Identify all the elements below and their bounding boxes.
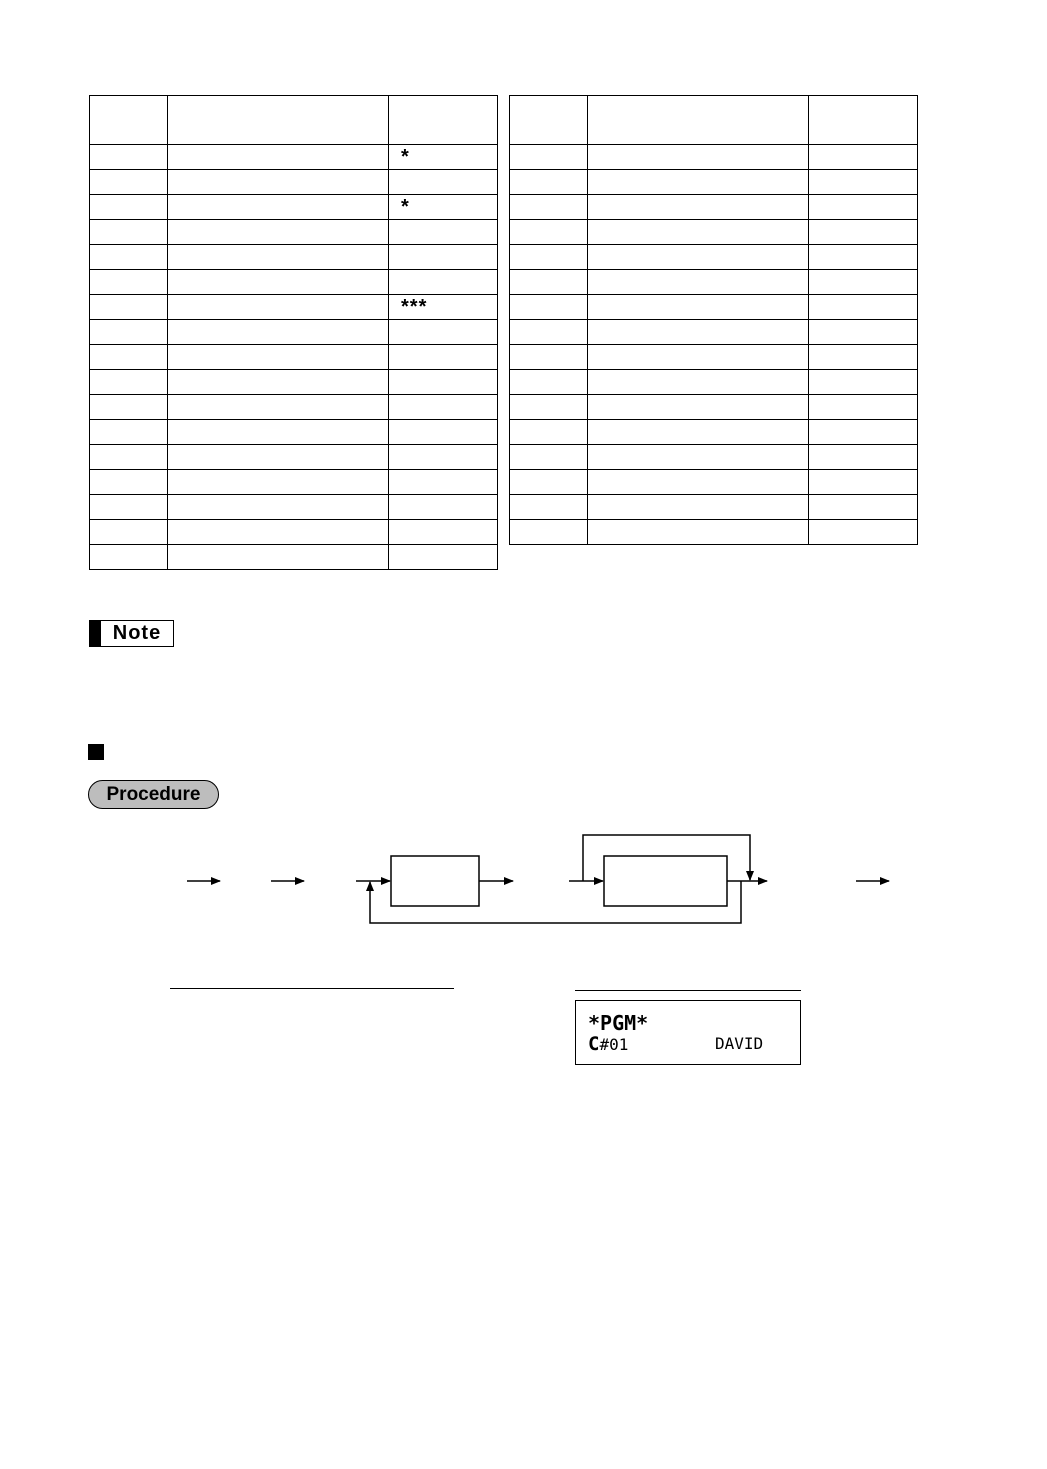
right-table-row	[510, 445, 918, 470]
right-table-cell	[588, 420, 809, 445]
left-table-cell	[90, 170, 168, 195]
left-table-cell	[90, 445, 168, 470]
right-table-row	[510, 270, 918, 295]
right-table-cell	[588, 395, 809, 420]
left-table-cell	[90, 320, 168, 345]
left-table-cell	[168, 220, 389, 245]
display-panel	[575, 1000, 801, 1065]
right-table-cell	[809, 520, 918, 545]
left-table-cell: *	[389, 195, 498, 220]
left-table-cell	[168, 195, 389, 220]
right-table-cell	[809, 245, 918, 270]
right-table-row	[510, 195, 918, 220]
left-table-row	[90, 370, 498, 395]
display-line-1: *PGM*	[588, 1011, 649, 1035]
left-table-row	[90, 445, 498, 470]
right-table-cell	[588, 245, 809, 270]
left-table-row	[90, 195, 498, 220]
left-table-cell: ***	[389, 295, 498, 320]
right-table-cell	[588, 445, 809, 470]
left-table-row	[90, 470, 498, 495]
flow-loop-bottom	[370, 881, 741, 923]
left-table-cell	[389, 395, 498, 420]
right-table-row	[510, 395, 918, 420]
right-table-cell	[588, 470, 809, 495]
left-table-cell	[90, 495, 168, 520]
left-table	[89, 95, 498, 570]
left-table-cell	[389, 370, 498, 395]
procedure-flow-diagram	[0, 820, 1047, 940]
right-table-cell	[510, 220, 588, 245]
right-table-cell	[809, 270, 918, 295]
left-table-cell	[90, 470, 168, 495]
left-table-row	[90, 545, 498, 570]
left-table-cell	[389, 170, 498, 195]
right-table-cell	[809, 170, 918, 195]
right-table-cell	[588, 195, 809, 220]
left-table-row	[90, 170, 498, 195]
left-table-row	[90, 395, 498, 420]
left-table-cell	[389, 420, 498, 445]
right-table-cell	[510, 170, 588, 195]
left-table-cell	[389, 270, 498, 295]
right-table-header-cell	[588, 96, 809, 145]
left-table-row	[90, 520, 498, 545]
left-table-cell	[168, 545, 389, 570]
right-table	[509, 95, 918, 545]
right-table-header-cell	[809, 96, 918, 145]
left-table-cell: *	[389, 145, 498, 170]
note-label: Note	[112, 622, 162, 644]
right-table-cell	[809, 345, 918, 370]
right-table-cell	[510, 345, 588, 370]
left-table-cell	[389, 520, 498, 545]
left-table-cell	[90, 295, 168, 320]
right-table-cell	[809, 195, 918, 220]
right-table-cell	[588, 145, 809, 170]
left-table-cell	[168, 520, 389, 545]
right-table-cell	[510, 470, 588, 495]
right-table-cell	[809, 395, 918, 420]
left-table-cell	[168, 270, 389, 295]
right-table-cell	[510, 320, 588, 345]
right-table-row	[510, 295, 918, 320]
left-table-cell	[90, 345, 168, 370]
left-table-cell	[168, 245, 389, 270]
left-table-cell	[90, 270, 168, 295]
right-table-row	[510, 420, 918, 445]
right-table-row	[510, 520, 918, 545]
left-table-cell	[90, 220, 168, 245]
right-table-cell	[588, 345, 809, 370]
left-table-cell	[90, 420, 168, 445]
left-table-cell	[168, 420, 389, 445]
flow-loop-top	[583, 835, 750, 881]
left-table-header-cell	[168, 96, 389, 145]
right-table-cell	[588, 370, 809, 395]
right-table-row	[510, 245, 918, 270]
flow-box-1	[391, 856, 479, 906]
right-table-cell	[809, 220, 918, 245]
right-table-cell	[588, 295, 809, 320]
display-clerk-prefix: C	[588, 1033, 600, 1055]
right-table-cell	[510, 245, 588, 270]
right-table-cell	[510, 195, 588, 220]
right-table-cell	[588, 495, 809, 520]
right-table-cell	[510, 420, 588, 445]
left-table-header-cell	[389, 96, 498, 145]
left-table-cell	[90, 195, 168, 220]
right-table-cell	[510, 495, 588, 520]
right-table-header-row	[510, 96, 918, 145]
right-table-cell	[588, 170, 809, 195]
right-table-cell	[588, 220, 809, 245]
section-bullet-square	[88, 744, 104, 760]
left-table-cell	[90, 395, 168, 420]
right-table-row	[510, 145, 918, 170]
left-table-cell	[168, 170, 389, 195]
left-table-cell	[168, 320, 389, 345]
right-table-cell	[510, 370, 588, 395]
left-table-cell	[90, 370, 168, 395]
right-table-cell	[510, 145, 588, 170]
right-table-row	[510, 495, 918, 520]
note-bar	[90, 621, 101, 646]
left-table-cell	[389, 345, 498, 370]
right-table-cell	[809, 145, 918, 170]
left-table-cell	[389, 470, 498, 495]
right-table-cell	[809, 470, 918, 495]
right-table-cell	[809, 445, 918, 470]
left-table-row	[90, 245, 498, 270]
divider-left	[170, 988, 454, 989]
left-table-cell	[389, 545, 498, 570]
left-table-cell	[389, 495, 498, 520]
right-table-cell	[588, 320, 809, 345]
right-table-cell	[510, 520, 588, 545]
right-table-row	[510, 370, 918, 395]
right-table-row	[510, 170, 918, 195]
left-table-cell	[168, 295, 389, 320]
right-table-row	[510, 345, 918, 370]
right-table-cell	[809, 420, 918, 445]
right-table-cell	[510, 295, 588, 320]
flow-box-2	[604, 856, 727, 906]
left-table-row	[90, 295, 498, 320]
right-table-row	[510, 470, 918, 495]
right-table-cell	[510, 395, 588, 420]
left-table-row	[90, 320, 498, 345]
display-line-2	[588, 1034, 788, 1055]
left-table-row	[90, 145, 498, 170]
left-table-row	[90, 345, 498, 370]
left-table-header-cell	[90, 96, 168, 145]
right-table-row	[510, 220, 918, 245]
right-table-cell	[510, 445, 588, 470]
procedure-badge: Procedure	[88, 780, 219, 809]
right-table-row	[510, 320, 918, 345]
right-table-cell	[510, 270, 588, 295]
left-table-cell	[168, 145, 389, 170]
left-table-cell	[168, 345, 389, 370]
display-clerk-number: #01	[599, 1035, 629, 1054]
left-table-cell	[168, 395, 389, 420]
divider-right	[575, 990, 801, 991]
right-table-cell	[588, 520, 809, 545]
left-table-header-row	[90, 96, 498, 145]
right-table-cell	[809, 295, 918, 320]
left-table-cell	[389, 245, 498, 270]
left-table-cell	[90, 145, 168, 170]
left-table-cell	[168, 370, 389, 395]
left-table-cell	[389, 320, 498, 345]
note-badge	[89, 620, 174, 647]
left-table-row	[90, 420, 498, 445]
right-table-header-cell	[510, 96, 588, 145]
left-table-cell	[389, 220, 498, 245]
left-table-cell	[90, 520, 168, 545]
left-table-cell	[168, 470, 389, 495]
right-table-cell	[588, 270, 809, 295]
display-clerk-name: DAVID	[715, 1034, 764, 1053]
right-table-cell	[809, 495, 918, 520]
left-table-row	[90, 220, 498, 245]
left-table-cell	[90, 545, 168, 570]
left-table-row	[90, 270, 498, 295]
right-table-cell	[809, 370, 918, 395]
left-table-row	[90, 495, 498, 520]
left-table-cell	[389, 445, 498, 470]
right-table-cell	[809, 320, 918, 345]
left-table-cell	[90, 245, 168, 270]
left-table-cell	[168, 495, 389, 520]
left-table-cell	[168, 445, 389, 470]
